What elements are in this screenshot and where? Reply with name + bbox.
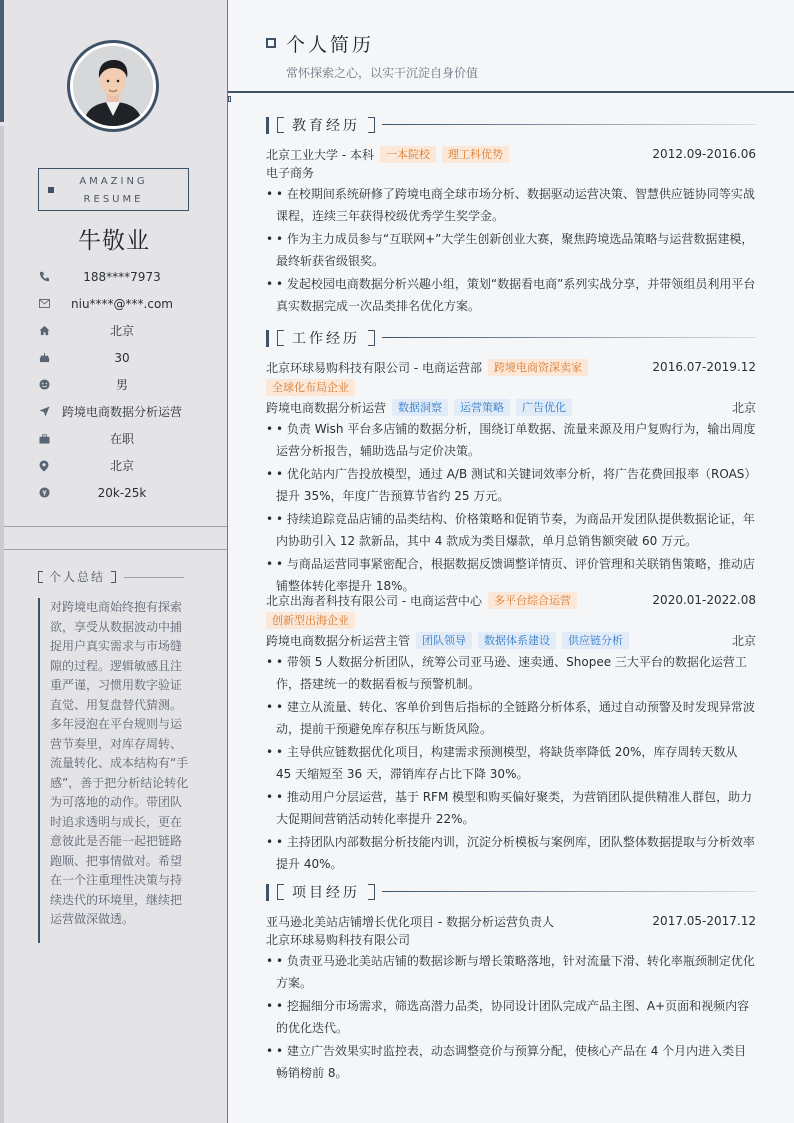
list-item: • • 挖掘细分市场需求，筛选高潜力品类，协同设计团队完成产品主图、A+页面和视频内容的优化迭代。 bbox=[266, 999, 750, 1035]
info-row-phone bbox=[0, 263, 228, 290]
list-item: • • 建立从流量、转化、客单价到售后指标的全链路分析体系，通过自动预警及时发现异常波动，提前干预避免库存积压与断货风险。 bbox=[266, 700, 755, 736]
company-name: 北京出海者科技有限公司 - 电商运营中心 bbox=[266, 593, 482, 608]
job-city: 北京 bbox=[731, 400, 756, 415]
project-heading bbox=[266, 883, 375, 901]
work-heading-rule bbox=[382, 337, 756, 338]
portrait-photo bbox=[73, 46, 153, 126]
list-item: • • 在校期间系统研修了跨境电商全球市场分析、数据驱动运营决策、智慧供应链协同等实战课程，连续三年获得校级优秀学生奖学金。 bbox=[266, 187, 755, 223]
info-row-status bbox=[0, 425, 228, 452]
info-email-text: niu****@***.com bbox=[71, 296, 173, 311]
info-salary-text: 20k-25k bbox=[97, 485, 147, 500]
work-heading bbox=[266, 329, 375, 347]
major: 电子商务 bbox=[266, 166, 315, 180]
mail-icon bbox=[38, 298, 50, 310]
list-item: • • 推动用户分层运营，基于 RFM 模型和购买偏好聚类，为营销团队提供精准人群包，助力大促期间营销活动转化率提升 22%。 bbox=[266, 790, 753, 826]
info-home-text: 北京 bbox=[109, 324, 134, 338]
contact-info-list bbox=[0, 263, 228, 506]
bracket-left-icon bbox=[277, 117, 284, 133]
list-item: • • 建立广告效果实时监控表，动态调整竞价与预算分配，使核心产品在 4 个月内进入类目畅销榜前 8。 bbox=[266, 1044, 747, 1080]
project-block bbox=[266, 911, 756, 1084]
project-date: 2017.05-2017.12 bbox=[652, 914, 756, 928]
info-row-location bbox=[0, 452, 228, 479]
header-rule bbox=[228, 91, 794, 93]
send-icon bbox=[38, 406, 50, 418]
info-target-text: 跨境电商数据分析运营 bbox=[61, 405, 182, 419]
section-bar-icon bbox=[266, 330, 269, 347]
bracket-right-icon bbox=[368, 117, 375, 133]
company-tag: 全球化布局企业 bbox=[266, 379, 355, 396]
skill-tag: 广告优化 bbox=[516, 399, 572, 416]
job-position: 跨境电商数据分析运营主管 bbox=[266, 633, 411, 648]
bracket-right-icon bbox=[368, 884, 375, 900]
skill-tag: 团队领导 bbox=[416, 632, 472, 649]
education-block bbox=[266, 144, 756, 317]
section-bar-icon bbox=[266, 884, 269, 901]
bracket-left-icon bbox=[38, 571, 43, 583]
header-rule-tick bbox=[228, 96, 231, 102]
info-row-salary bbox=[0, 479, 228, 506]
money-icon bbox=[38, 487, 50, 499]
job-city: 北京 bbox=[731, 633, 756, 648]
home-icon bbox=[38, 325, 50, 337]
info-row-home bbox=[0, 317, 228, 344]
job-block bbox=[266, 590, 756, 875]
education-heading bbox=[266, 116, 375, 134]
education-date: 2012.09-2016.06 bbox=[652, 147, 756, 161]
project-name: 亚马逊北美站店铺增长优化项目 - 数据分析运营负责人 bbox=[266, 914, 554, 929]
badge-line-2: RESUME bbox=[83, 194, 144, 205]
section-bar-icon bbox=[266, 117, 269, 134]
info-row-age bbox=[0, 344, 228, 371]
amazing-resume-badge bbox=[38, 168, 189, 211]
summary-heading-rule bbox=[124, 577, 184, 578]
list-item: • • 持续追踪竞品店铺的品类结构、价格策略和促销节奏，为商品开发团队提供数据论证，年内协助引入 12 款新品，其中 4 款成为类目爆款，单月总销售额突破 60 万元。 bbox=[266, 512, 755, 548]
list-item: • • 优化站内广告投放模型，通过 A/B 测试和关键词效率分析，将广告花费回报率（ROAS）提升 35%，年度广告预算节省约 25 万元。 bbox=[266, 467, 751, 503]
sidebar-divider bbox=[4, 526, 227, 527]
skill-tag: 数据洞察 bbox=[392, 399, 448, 416]
person-icon bbox=[38, 379, 50, 391]
education-title: 教育经历 bbox=[292, 118, 360, 134]
project-heading-rule bbox=[382, 891, 756, 892]
bracket-left-icon bbox=[277, 330, 284, 346]
list-item: • • 发起校园电商数据分析兴趣小组，策划“数据看电商”系列实战分享，并带领组员利用平台真实数据完成一次品类排名优化方案。 bbox=[266, 277, 756, 313]
list-item: • • 与商品运营同事紧密配合，根据数据反馈调整详情页、评价管理和关联销售策略，推动店铺整体转化率提升 18%。 bbox=[266, 557, 755, 593]
summary-heading bbox=[38, 568, 116, 585]
job-position: 跨境电商数据分析运营 bbox=[266, 400, 387, 415]
info-row-email bbox=[0, 290, 228, 317]
company-tag: 创新型出海企业 bbox=[266, 612, 355, 629]
bracket-right-icon bbox=[111, 571, 116, 583]
sidebar-accent-bar bbox=[0, 0, 4, 122]
school-tag: 理工科优势 bbox=[442, 146, 509, 163]
badge-line-1: AMAZING bbox=[79, 176, 148, 187]
info-status-text: 在职 bbox=[109, 432, 134, 446]
sidebar bbox=[0, 0, 228, 1123]
school-tag: 一本院校 bbox=[380, 146, 436, 163]
skill-tag: 运营策略 bbox=[454, 399, 510, 416]
info-row-gender bbox=[0, 371, 228, 398]
briefcase-icon bbox=[38, 433, 50, 445]
job-block bbox=[266, 357, 756, 597]
job-date: 2016.07-2019.12 bbox=[652, 360, 756, 374]
list-item: • • 负责 Wish 平台多店铺的数据分析，围绕订单数据、流量来源及用户复购行为，输出周度运营分析报告，辅助选品与定价决策。 bbox=[266, 422, 756, 458]
title-square-icon bbox=[266, 38, 276, 48]
company-tag: 多平台综合运营 bbox=[488, 592, 577, 609]
skill-tag: 数据体系建设 bbox=[478, 632, 556, 649]
list-item: • • 作为主力成员参与“互联网+”大学生创新创业大赛，聚焦跨境选品策略与运营数据建模，最终斩获省级银奖。 bbox=[266, 232, 754, 268]
bracket-left-icon bbox=[277, 884, 284, 900]
sidebar-divider bbox=[4, 549, 227, 550]
location-pin-icon bbox=[38, 460, 50, 472]
info-gender-text: 男 bbox=[115, 378, 128, 392]
work-title: 工作经历 bbox=[292, 331, 360, 347]
page-title: 个人简历 bbox=[286, 34, 375, 56]
summary-title: 个人总结 bbox=[49, 570, 106, 584]
badge-square-icon bbox=[48, 187, 54, 193]
company-tag: 跨境电商资深卖家 bbox=[488, 359, 588, 376]
list-item: • • 带领 5 人数据分析团队，统筹公司亚马逊、速卖通、Shopee 三大平台的数据化运营工作，搭建统一的数据看板与预警机制。 bbox=[266, 655, 747, 691]
info-phone-text: 188****7973 bbox=[83, 269, 161, 284]
page-subtitle: 常怀探索之心，以实干沉淀自身价值 bbox=[286, 66, 479, 80]
info-row-target bbox=[0, 398, 228, 425]
project-title: 项目经历 bbox=[292, 885, 360, 901]
avatar bbox=[67, 40, 159, 132]
school-name: 北京工业大学 - 本科 bbox=[266, 147, 374, 162]
project-org: 北京环球易购科技有限公司 bbox=[266, 933, 411, 947]
main-content bbox=[228, 0, 794, 1123]
bracket-right-icon bbox=[368, 330, 375, 346]
summary-text: 对跨境电商始终抱有探索欲，享受从数据波动中捕捉用户真实需求与市场缝隙的过程。逻辑敏感且注重严谨，习惯用数字验证直觉、用复盘替代猜测。多年浸泡在平台规则与运营节奏里，对库存周转、流量转化、成本结构有“手感”，善于把分析结论转化为可落地的动作。带团队时追求透明与成长，更在意彼此是否能一起把链路跑顺、把事情做对。希望在一个注重理性决策与持续迭代的环境里，继续把运营做深做透。 bbox=[38, 598, 190, 943]
list-item: • • 主导供应链数据优化项目，构建需求预测模型，将缺货率降低 20%，库存周转天数从 45 天缩短至 36 天，滞销库存占比下降 30%。 bbox=[266, 745, 738, 781]
list-item: • • 主持团队内部数据分析技能内训，沉淀分析模板与案例库，团队整体数据提取与分析效率提升 40%。 bbox=[266, 835, 755, 871]
person-name: 牛敬业 bbox=[78, 228, 150, 254]
phone-icon bbox=[38, 271, 50, 283]
info-location-text: 北京 bbox=[109, 459, 134, 473]
skill-tag: 供应链分析 bbox=[562, 632, 629, 649]
cake-icon bbox=[38, 352, 50, 364]
job-date: 2020.01-2022.08 bbox=[652, 593, 756, 607]
list-item: • • 负责亚马逊北美站店铺的数据诊断与增长策略落地，针对流量下滑、转化率瓶颈制定优化方案。 bbox=[266, 954, 755, 990]
info-age-text: 30 bbox=[114, 350, 130, 365]
company-name: 北京环球易购科技有限公司 - 电商运营部 bbox=[266, 360, 482, 375]
education-heading-rule bbox=[382, 124, 756, 125]
